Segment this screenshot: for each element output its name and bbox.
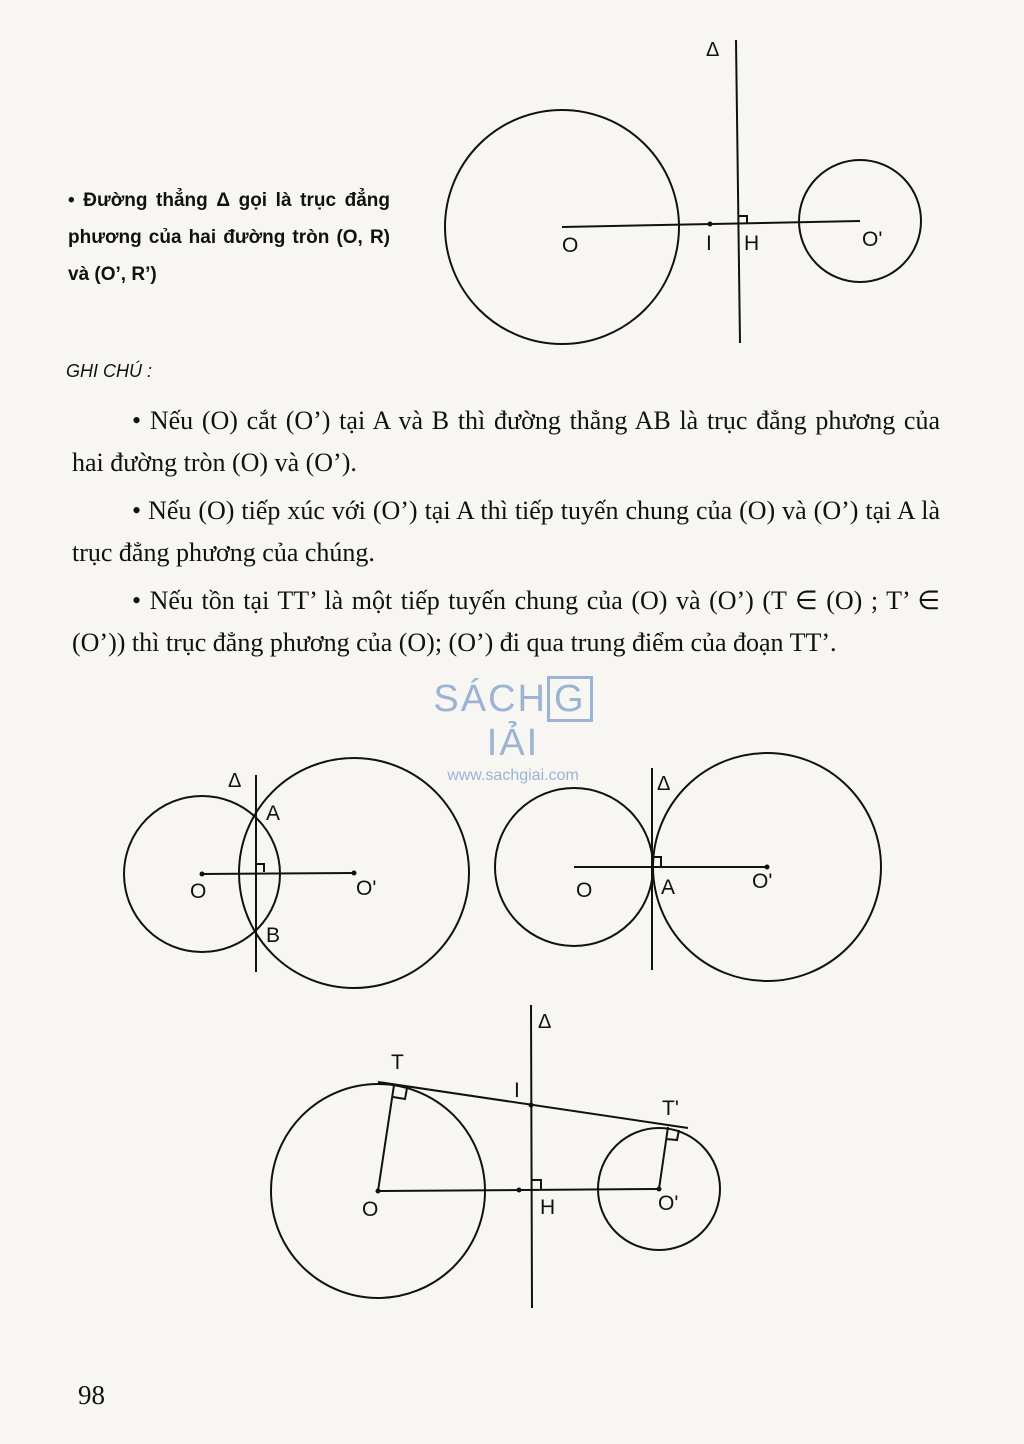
paragraph-text: • Nếu (O) tiếp xúc với (O’) tại A thì tiếp tuyến chung của (O) và (O’) tại A là trục đẳng phương của chúng.: [72, 496, 940, 567]
watermark-url: www.sachgiai.com: [447, 767, 579, 784]
label-O: O: [562, 234, 579, 257]
right-angle-mark-T: [393, 1088, 407, 1099]
center-line: [202, 873, 354, 874]
page-number: 98: [78, 1380, 105, 1410]
label-O-prime: O': [658, 1192, 679, 1215]
note-heading: GHI CHÚ :: [66, 361, 153, 381]
point-O: [200, 872, 205, 877]
label-A: A: [661, 876, 676, 899]
label-O: O: [362, 1198, 379, 1221]
radical-axis-delta: [736, 40, 740, 343]
paragraph-text: • Nếu (O) cắt (O’) tại A và B thì đường thẳng AB là trục đẳng phương của hai đường tròn (O) và (O’).: [72, 406, 940, 477]
point-O: [376, 1189, 381, 1194]
label-delta: Δ: [228, 770, 242, 792]
point-I: [529, 1103, 534, 1108]
watermark-logo: [408, 676, 618, 765]
label-delta: Δ: [706, 39, 720, 61]
label-O: O: [190, 880, 207, 903]
note-paragraph-tangent: [72, 490, 940, 574]
watermark: [408, 676, 618, 785]
watermark-logo-left: SÁCH: [433, 678, 547, 720]
label-B: B: [266, 924, 281, 947]
label-T: T: [391, 1051, 404, 1074]
point-on-center-line: [517, 1188, 522, 1193]
side-note: • Đường thẳng Δ gọi là trục đẳng phương của hai đường tròn (O, R) và (O’, R’): [68, 190, 390, 285]
right-angle-mark: [256, 864, 264, 872]
note-paragraph-intersect: [72, 400, 940, 484]
label-O-prime: O': [356, 877, 377, 900]
figure-radical-axis-disjoint: [445, 39, 921, 344]
label-delta: Δ: [657, 773, 671, 795]
figure-common-tangent: [271, 1005, 720, 1308]
point-I: [708, 222, 713, 227]
note-paragraph-common-tangent: [72, 580, 940, 664]
point-O-prime: [352, 871, 357, 876]
radius-OT: [378, 1085, 394, 1191]
label-I: I: [514, 1079, 520, 1102]
watermark-logo-box: G: [547, 676, 593, 722]
right-angle-mark-H: [532, 1180, 541, 1189]
paragraph-text: • Nếu tồn tại TT’ là một tiếp tuyến chung của (O) và (O’) (T ∈ (O) ; T’ ∈ (O’)) thì trục đẳng phương của (O); (O’) đi qua trung điểm của đoạn TT’.: [72, 586, 940, 657]
label-O: O: [576, 879, 593, 902]
label-H: H: [540, 1196, 556, 1219]
watermark-logo-right: IẢI: [486, 722, 540, 764]
label-T-prime: T': [662, 1097, 679, 1120]
label-delta: Δ: [538, 1011, 552, 1033]
point-O-prime: [657, 1187, 662, 1192]
figure-intersecting-circles: [124, 758, 469, 988]
figure-tangent-circles: [495, 753, 881, 981]
label-I: I: [706, 232, 712, 255]
label-O-prime: O': [862, 228, 883, 251]
label-A: A: [266, 802, 281, 825]
radical-axis-delta: [531, 1005, 532, 1308]
label-H: H: [744, 232, 760, 255]
point-O-prime: [765, 865, 770, 870]
radius-O-prime-T-prime: [659, 1127, 668, 1189]
label-O-prime: O': [752, 870, 773, 893]
